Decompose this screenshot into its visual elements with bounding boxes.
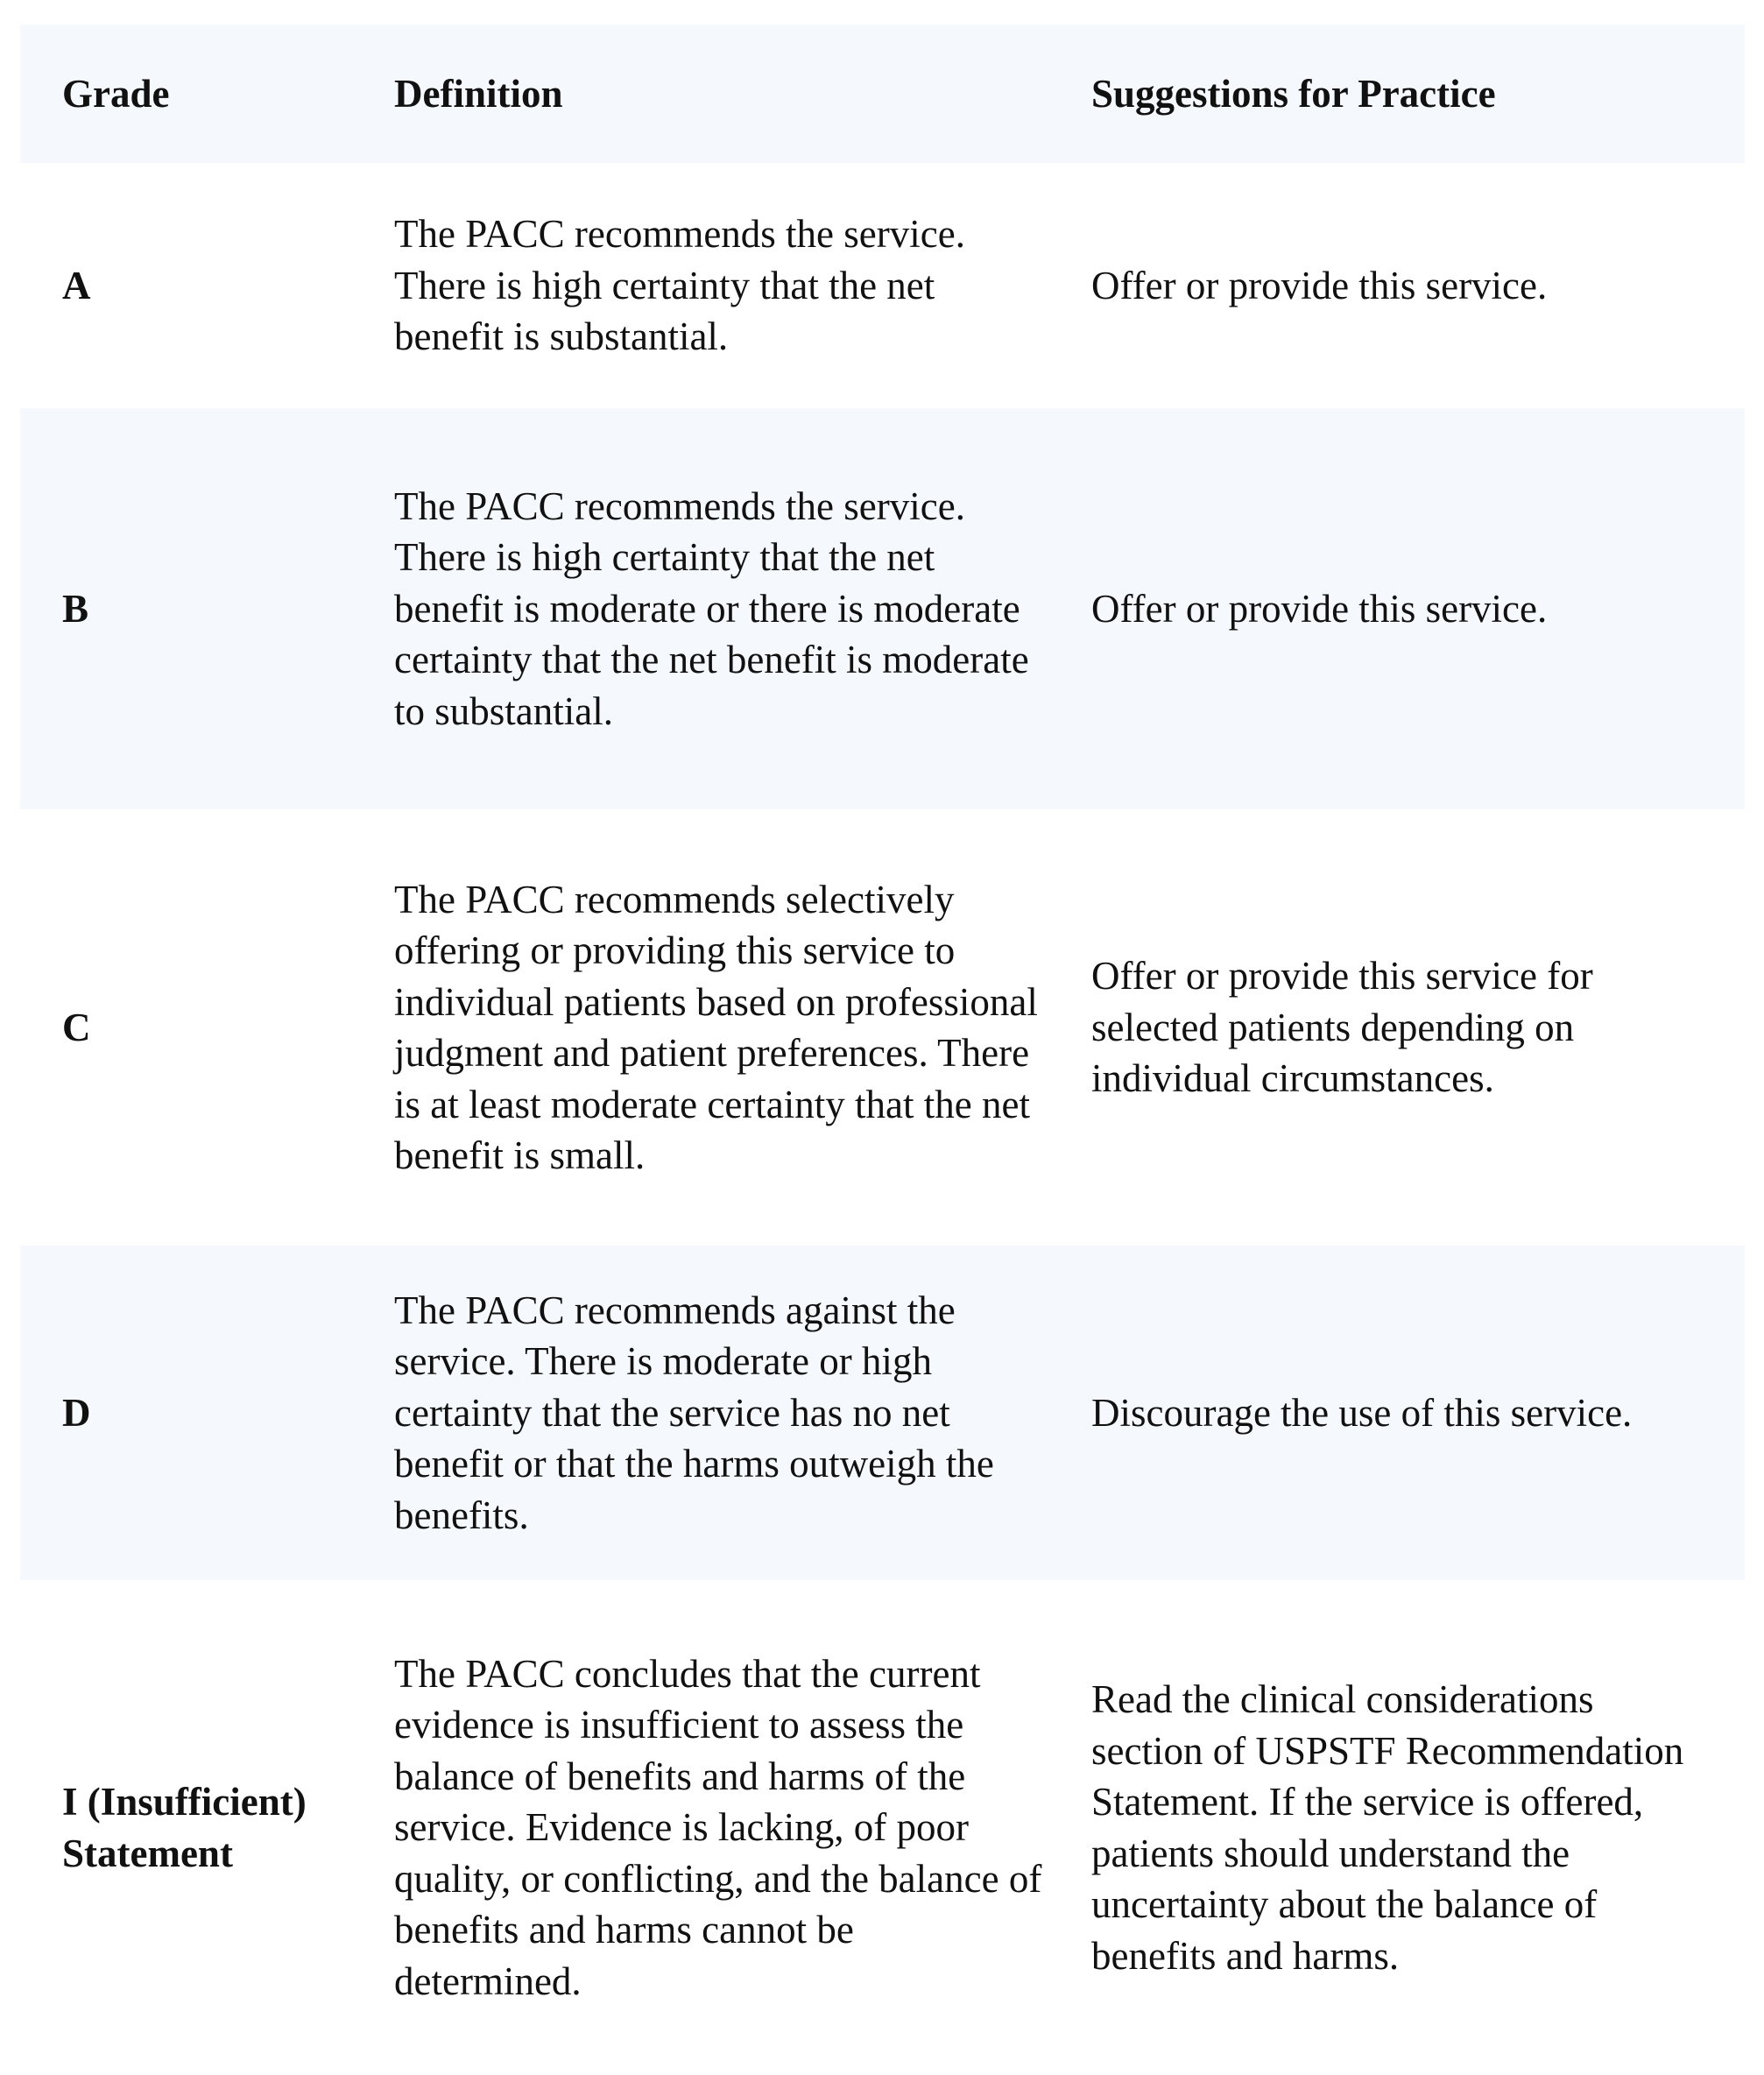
table-row-grade-i: [20, 1580, 1745, 2075]
table-row-grade-b: [20, 408, 1745, 809]
suggestion-cell: Read the clinical considerations section of USPSTF Recommendation Statement. If the service is offered, patients should understand the uncertainty about the balance of benefits and harms.: [1091, 1677, 1684, 1978]
grade-cell: A: [62, 263, 91, 307]
recommendation-grades-table: [20, 25, 1745, 2075]
header-suggestions: Suggestions for Practice: [1091, 71, 1496, 116]
definition-cell: The PACC recommends selectively offering or providing this service to individual patients based on professional judgment and patient preferences. There is at least moderate certainty that the net benefit is small.: [394, 877, 1038, 1177]
definition-cell: The PACC recommends the service. There is high certainty that the net benefit is substantial.: [394, 212, 965, 359]
definition-cell: The PACC recommends the service. There is high certainty that the net benefit is moderate or there is moderate certainty that the net benefit is moderate to substantial.: [394, 483, 1029, 733]
suggestion-cell: Offer or provide this service for selected patients depending on individual circumstances.: [1091, 954, 1593, 1101]
grade-cell: I (Insufficient) Statement: [62, 1780, 307, 1875]
grade-cell: B: [62, 586, 89, 631]
grade-cell: D: [62, 1390, 91, 1435]
table-header-row: [20, 25, 1745, 163]
suggestion-cell: Discourage the use of this service.: [1091, 1390, 1633, 1435]
suggestion-cell: Offer or provide this service.: [1091, 263, 1548, 307]
header-definition: Definition: [394, 71, 563, 116]
definition-cell: The PACC concludes that the current evidence is insufficient to assess the balance of benefits and harms of the service. Evidence is lacking, of poor quality, or conflicting, and the balance of benefits and harms cannot be determined.: [394, 1651, 1042, 2003]
table-row-grade-d: [20, 1246, 1745, 1580]
suggestion-cell: Offer or provide this service.: [1091, 586, 1548, 631]
table-row-grade-c: [20, 809, 1745, 1246]
definition-cell: The PACC recommends against the service. There is moderate or high certainty that the service has no net benefit or that the harms outweigh the benefits.: [394, 1288, 994, 1537]
header-grade: Grade: [62, 71, 170, 116]
table-row-grade-a: [20, 163, 1745, 408]
grade-cell: C: [62, 1005, 91, 1049]
